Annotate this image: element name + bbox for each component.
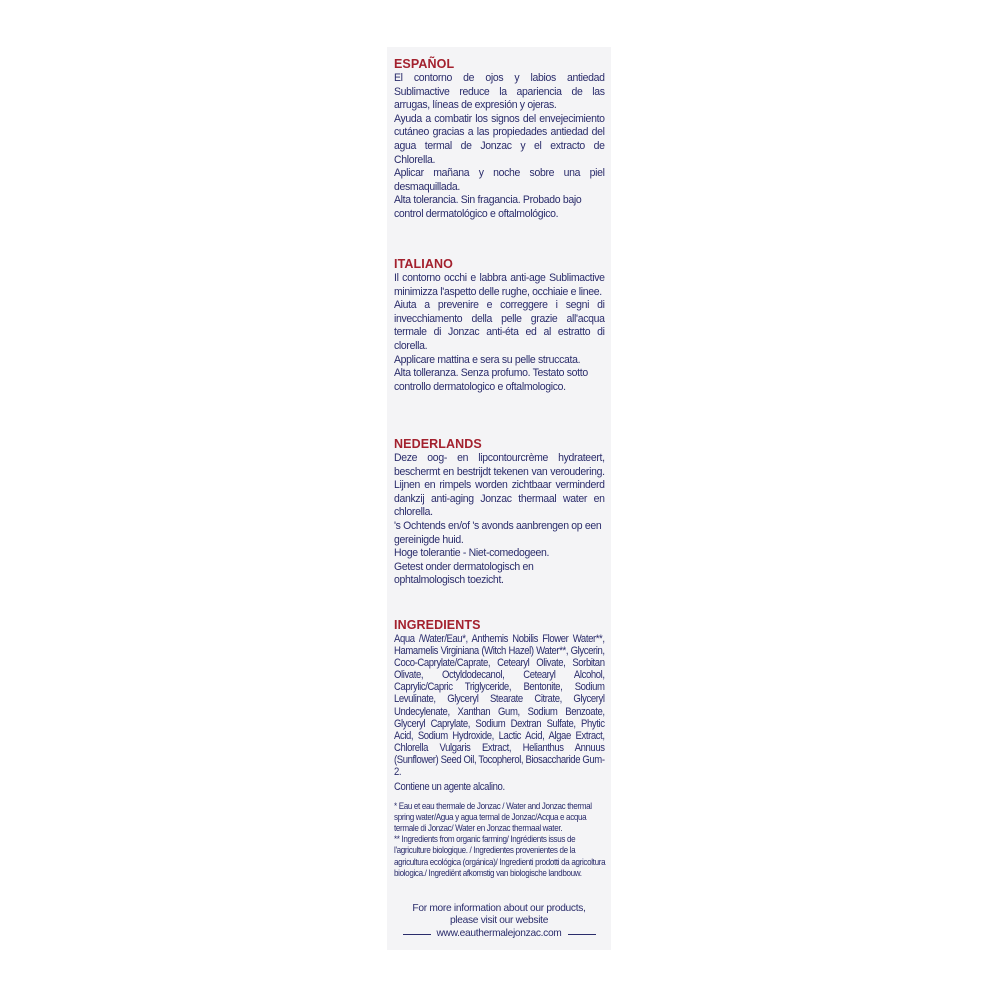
italiano-paragraph-4: Alta tolleranza. Senza profumo. Testato sotto controllo dermatologico e oftalmologico. [394, 367, 588, 393]
footer-info-line: For more information about our products, [412, 903, 586, 914]
espanol-paragraph-4: Alta tolerancia. Sin fragancia. Probado bajo control dermatológico e oftalmológico. [394, 194, 582, 220]
nederlands-paragraph-3: Hoge tolerantie - Niet-comedogeen. [394, 547, 550, 560]
nederlands-paragraph-2: 's Ochtends en/of 's avonds aanbrengen op een gereinigde huid. [394, 519, 602, 546]
section-title-italiano: ITALIANO [394, 257, 453, 271]
section-ingredients [394, 618, 605, 879]
website-url[interactable]: www.eauthermalejonzac.com [436, 927, 562, 939]
ingredients-list: Aqua /Water/Eau*, Anthemis Nobilis Flower Water**, Hamamelis Virginiana (Witch Hazel) Water**, Glycerin, Coco-Caprylate/Caprate, Cetearyl Olivate, Sorbitan Olivate, Octyldodecanol, Cetearyl Alcohol, Caprylic/Capric Triglyceride, Bentonite, Sodium Levulinate, Glyceryl Stearate Citrate, Glyceryl Undecylenate, Xanthan Gum, Sodium Benzoate, Glyceryl Caprylate, Sodium Dextran Sulfate, Phytic Acid, Sodium Hydroxide, Lactic Acid, Algae Extract, Chlorella Vulgaris Extract, Helianthus Annuus (Sunflower) Seed Oil, Tocopherol, Biosaccharide Gum-2. [394, 633, 605, 779]
left-divider-rule [403, 934, 431, 935]
footnote-organic-farming: ** Ingredients from organic farming/ Ingrédients issus de l'agriculture biologique. / Ingredientes provenientes de la agricultura ecológica (orgánica)/ Ingredienti prodotti da agricoltura biologica./ Ingrediënt afkomstig van biologische landbouw. [394, 834, 606, 878]
section-espanol [394, 57, 605, 257]
alkaline-note: Contiene un agente alcalino. [394, 781, 505, 794]
italiano-paragraph-3: Applicare mattina e sera su pelle struccata. [394, 353, 581, 366]
footnote-thermal-water: * Eau et eau thermale de Jonzac / Water and Jonzac thermal spring water/Agua y agua termal de Jonzac/Acqua e acqua termale di Jonzac/ Water en Jonzac thermaal water. [394, 800, 592, 834]
section-italiano [394, 257, 605, 437]
right-divider-rule [568, 934, 596, 935]
italiano-paragraph-1: Il contorno occhi e labbra anti-age Sublimactive minimizza l'aspetto delle rughe, occhiaie e linee. [394, 272, 605, 298]
footer-visit-line: please visit our website [449, 915, 549, 927]
section-title-nederlands: NEDERLANDS [394, 437, 482, 451]
espanol-paragraph-2: Ayuda a combatir los signos del envejecimiento cutáneo gracias a las propiedades antiedad del agua termal de Jonzac y el extracto de Chlorella. [394, 112, 605, 166]
nederlands-paragraph-4: Getest onder dermatologisch en ophtalmologisch toezicht. [394, 560, 534, 587]
product-leaflet-panel [387, 47, 611, 950]
section-nederlands [394, 437, 605, 618]
website-footer [387, 903, 611, 940]
section-title-espanol: ESPAÑOL [394, 57, 455, 71]
ingredient-footnotes [394, 801, 605, 879]
nederlands-paragraph-1: Deze oog- en lipcontourcrème hydrateert, beschermt en bestrijdt tekenen van veroudering. Lijnen en rimpels worden zichtbaar verminderd dankzij anti-aging Jonzac thermaal water en chlorella. [394, 452, 605, 519]
espanol-paragraph-1: El contorno de ojos y labios antiedad Sublimactive reduce la apariencia de las arrugas, líneas de expresión y ojeras. [394, 72, 605, 112]
espanol-paragraph-3: Aplicar mañana y noche sobre una piel desmaquillada. [394, 167, 605, 193]
footer-url-row [387, 928, 611, 940]
section-title-ingredients: INGREDIENTS [394, 618, 481, 632]
italiano-paragraph-2: Aiuta a prevenire e correggere i segni di invecchiamento della pelle grazie all'acqua termale di Jonzac anti-éta ed al estratto di clorella. [394, 299, 605, 352]
